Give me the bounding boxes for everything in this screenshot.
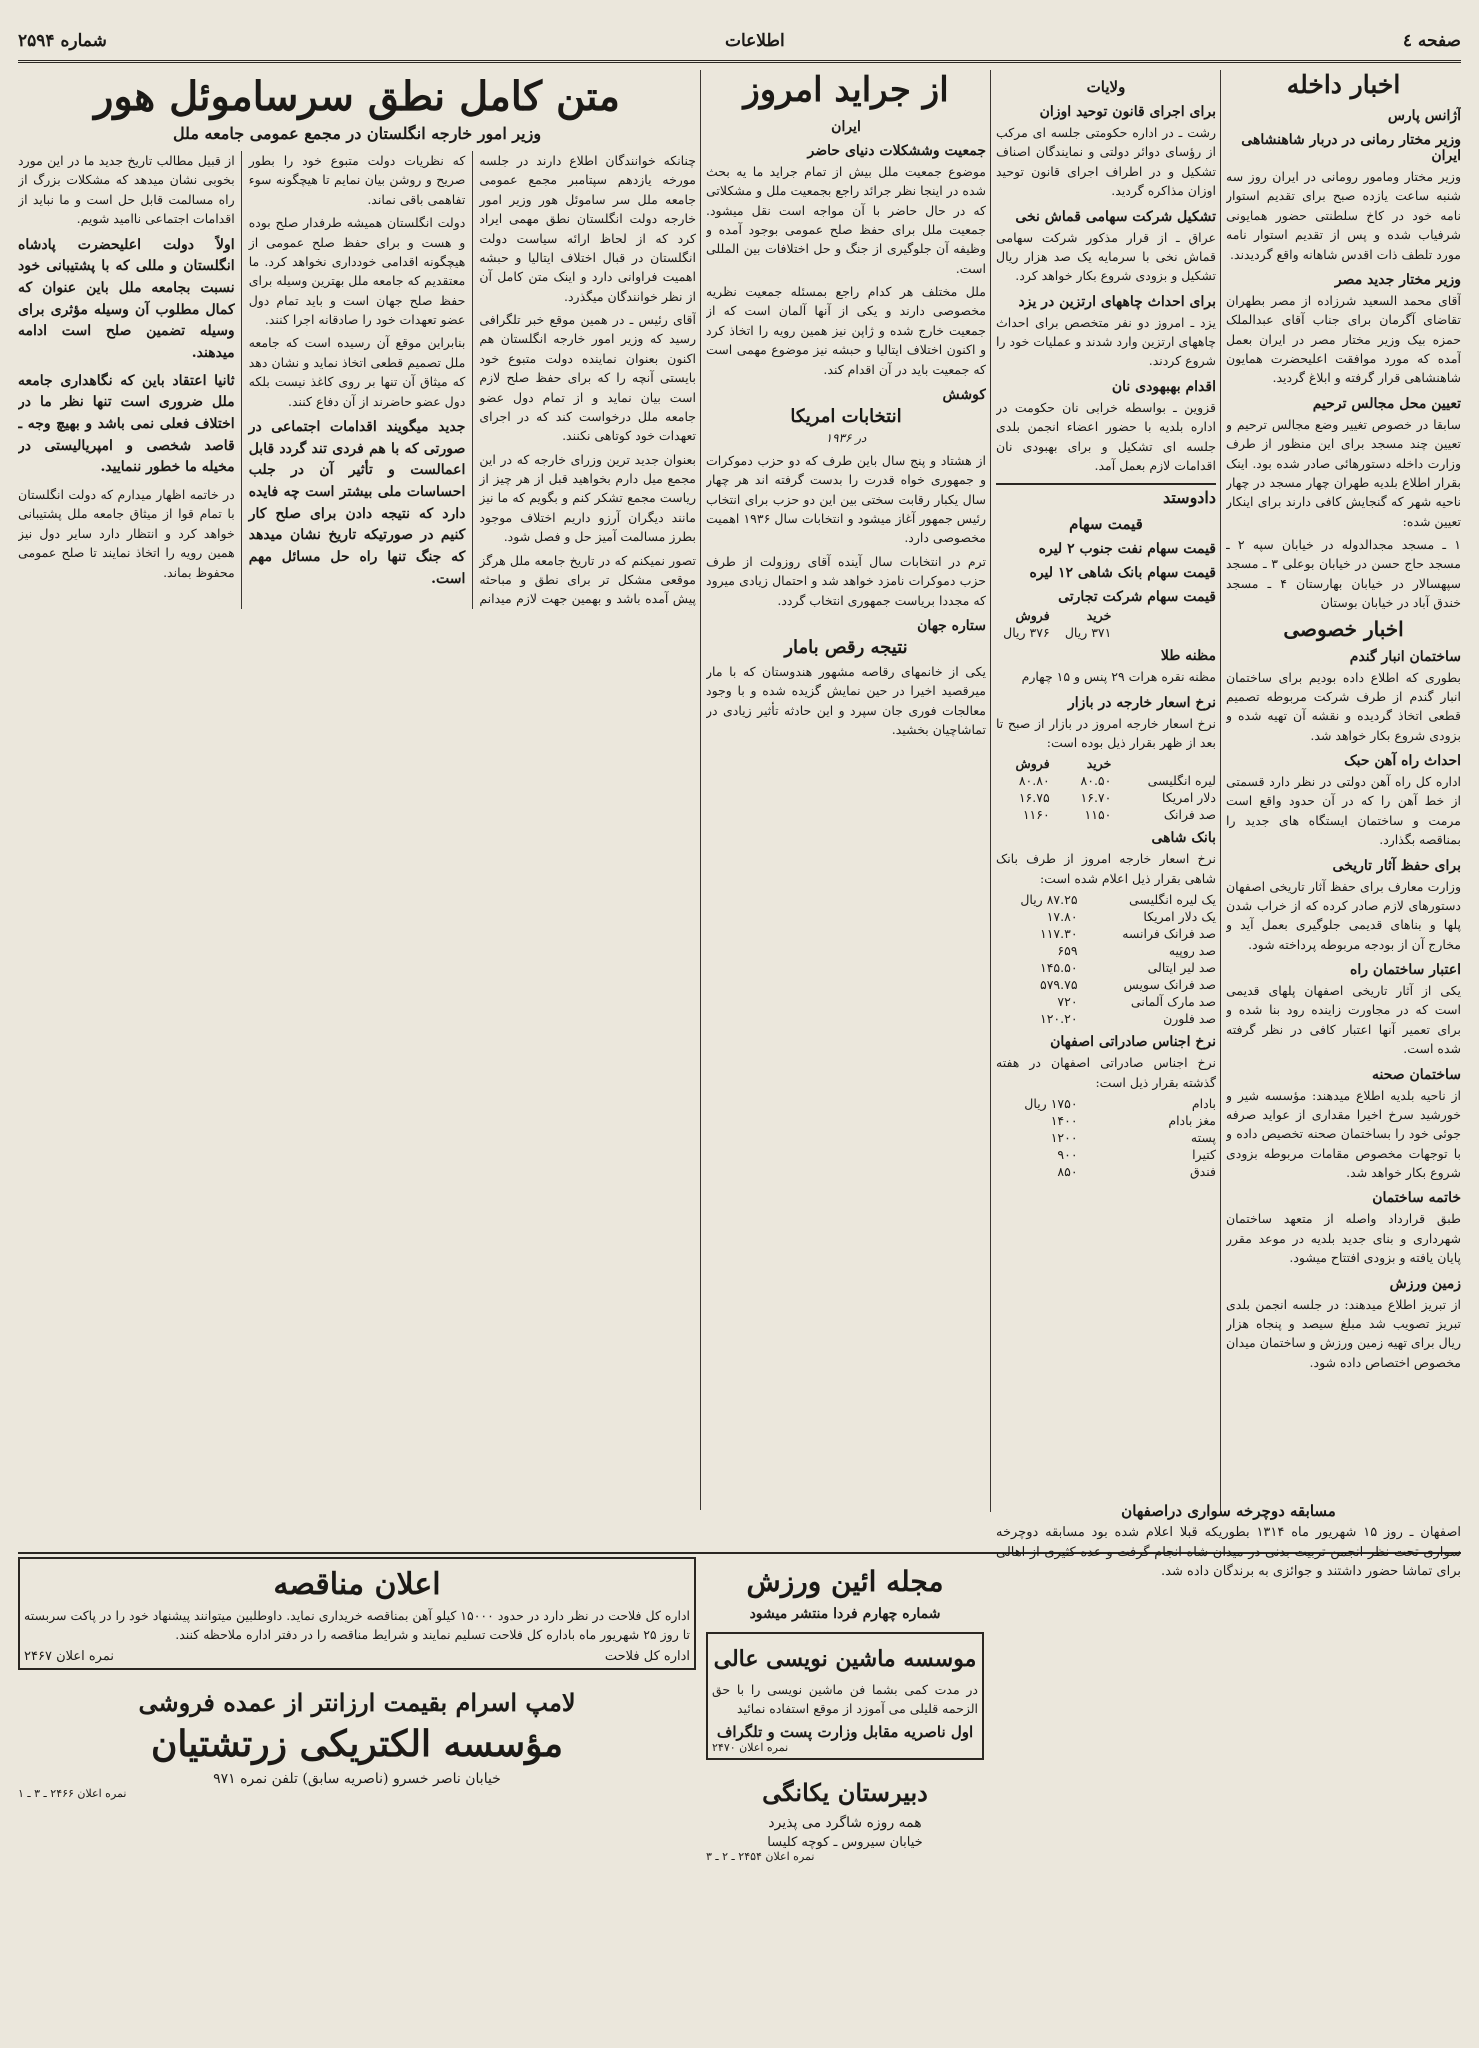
currency-name: دلار امریکا [1162,790,1216,806]
news-headline: وزیر مختار رمانی در دربار شاهنشاهی ایران [1241,132,1461,164]
school-ad-address: خیابان سیروس ـ کوچه کلیسا [767,1834,923,1850]
school-ad-text: همه روزه شاگرد می پذیرد [768,1814,922,1831]
column-ads [706,1557,984,2026]
buy-header: خرید [1086,756,1112,772]
news-headline: برای اجرای قانون توحید اوزان [1039,104,1216,120]
product-name: فندق [1189,1163,1216,1179]
article-body: ترم در انتخابات سال آینده آقای روزولت از طرف حزب دموکرات نامزد خواهد شد و احتمال زیادی میرود که مجددا بریاست جمهوری انتخاب گردد. [706,553,986,608]
section-label: آژانس پارس [1387,108,1461,124]
speech-headline: متن کامل نطق سرساموئل هور [94,73,620,120]
article-subtitle: در ۱۹۳۶ [825,430,867,445]
article-paragraph: بنابراین موقع آن رسیده است که جامعه ملل تصمیم قطعی اتخاذ نماید و نشان دهد که میثاق آن تنها بر روی کاغذ نیست بلکه دول عضو حاضرند از آن دفاع کنند. [248,335,466,409]
bank-heading: بانک شاهی [1151,830,1216,847]
product-price: ۱۷۵۰ ریال [1024,1095,1078,1111]
news-headline: اعتبار ساختمان راه [1350,962,1461,978]
product-price: ۸۵۰ [1057,1163,1078,1179]
tender-and-lamp-ads [18,1557,696,2026]
race-body: اصفهان ـ روز ۱۵ شهریور ماه ۱۳۱۴ بطوریکه قبلا اعلام شده بود مسابقه دوچرخه سواری تحت نظر انجمن تربیت بدنی در میدان شاه انجام گرفت و عده کثیری از اهالی برای تماشا حضور داشتند و جوائزی به برندگان داده شد. [996,1525,1461,1579]
sell-price: ۱۱۶۰ [1022,807,1050,823]
currency-name: صد لیر ایتالی [1147,960,1216,976]
currency-name: صد فلورن [1163,1011,1216,1027]
buy-price: ۳۷۱ ریال [1064,625,1112,641]
table-cell [1119,608,1216,623]
stock-prices-table [996,608,1216,640]
tender-notice [18,1557,696,1670]
school-ad-title: دبیرستان یکانگی [762,1777,928,1807]
magazine-ad-title: مجله ائین ورزش [746,1565,944,1598]
news-headline: تعیین محل مجالس ترحیم [1312,395,1461,412]
currency-name: یک لیره انگلیسی [1129,892,1216,908]
article-body: یکی از خانمهای رقاصه مشهور هندوستان که با مار میرقصید اخیرا در حین نمایش گزیده شده و با وجود معالجات فوری جان سپرد و این حادثه تأثیر زیادی در تماشاچیان بخشید. [706,663,986,738]
section-masthead: اخبار خصوصی [1283,616,1404,641]
stock-line: قیمت سهام نفت جنوب ۲ لیره [1038,541,1216,558]
currency-name: صد فرانک [1163,807,1216,823]
article-paragraph: بعنوان جدید ترین وزرای خارجه که در این مجمع میل دارم بخواهید قبل از هر چیز از ریاست مجمع تشکر کنم و بگویم که ما نیز مانند دیگران آرزو داریم اختلاف موجود بطرز مسالمت آمیز حل و فصل شود. [479,451,696,545]
product-price: ۹۰۰ [1057,1146,1078,1162]
bold-paragraph: ثانیا اعتقاد باین که نگاهداری جامعه ملل ضروری است تنها نظر ما در اختلاف فعلی نمی باشد و بهیچ وجه ـ قاصد شخصی و امپریالیستی در مخیله ما خطور ننمایید. [18,372,235,476]
magazine-ad-text: شماره چهارم فردا منتشر میشود [749,1606,941,1622]
typing-ad-address: اول ناصریه مقابل وزارت پست و تلگراف [716,1722,974,1741]
rate-value: ۶۵۹ [1057,943,1078,959]
sell-price: ۳۷۶ ریال [1003,625,1050,641]
fx-table [996,756,1216,822]
stocks-heading: قیمت سهام [1069,515,1143,534]
column-rule [1220,70,1221,1512]
news-body: یزد ـ امروز دو نفر متخصص برای احداث چاههای ارتزین وارد شدند و عملیات خود را شروع کردند. [996,314,1216,369]
lamp-ad-title: لامپ اسرام بقیمت ارزانتر از عمده فروشی [138,1687,576,1717]
speech-subtitle: وزیر امور خارجه انگلستان در مجمع عمومی جامعه ملل [172,124,542,143]
sell-price: ۱۶.۷۵ [1018,790,1050,806]
race-story [996,1494,1461,2026]
news-headline: زمین ورزش [1389,1275,1461,1292]
product-name: پسته [1190,1129,1216,1145]
product-name: بادام [1191,1095,1216,1111]
article-body: موضوع جمعیت ملل بیش از تمام جراید ما یه بحث شده در اینجا نظر جرائد راجع بجمعیت ملل و مشکلاتی که در حال حاضر با آن مواجه است نقل میشود. جمعیت ملل برای حفظ صلح عمومی بوجود آمده و وظیفه آن جلوگیری از جنگ و حل اختلافات بین المللی است. [706,163,986,276]
table-cell [1119,756,1216,771]
section-masthead: اخبار داخله [1286,70,1401,99]
currency-name: یک دلار امریکا [1143,909,1216,925]
speech-body [18,151,696,609]
domestic-news-column [1226,70,1461,1512]
rate-value: ۵۷۹.۷۵ [1040,977,1078,993]
stock-line: قیمت سهام شرکت تجارتی [1058,589,1216,606]
sell-price: ۸۰.۸۰ [1018,773,1050,789]
sell-header: فروش [1015,608,1050,624]
fx-intro: نرخ اسعار خارجه امروز در بازار از صبح تا بعد از ظهر بقرار ذیل بوده است: [996,715,1216,750]
region-label: ستاره جهان [917,617,986,634]
buy-price: ۱۱۵۰ [1084,807,1112,823]
section-label: ولایات [1086,78,1126,96]
press-review-column [706,70,986,1512]
region-label: کوشش [942,386,986,403]
currency-name: صد روپیه [1168,943,1216,959]
column-rule [990,70,991,1512]
ad-ref: نمره اعلان ۲۴۵۴ ـ ۲ ـ ۳ [706,1849,815,1863]
page-number: صفحه ٤ [1402,31,1461,51]
article-paragraph: چنانکه خوانندگان اطلاع دارند در جلسه مورخه یازدهم سپتامبر مجمع عمومی جامعه ملل سر ساموئل هور وزیر امور خارجه دولت انگلستان نطق مهمی ایراد کرد که از لحاظ ارائه سیاست دولت انگلستان در قبال اختلاف ایتالیا و حبشه اهمیت فراوانی دارد و اینک متن کامل آن از نظر خوانندگان میگذرد. [479,153,696,304]
issue-number: شماره ۲۵۹۴ [18,31,107,51]
fx-heading: نرخ اسعار خارجه در بازار [1068,694,1216,711]
article-paragraph: آقای رئیس ـ در همین موقع خبر تلگرافی رسید که وزیر امور خارجه انگلستان هم اکنون بعنوان نماینده دولت متبوع خود بایستی آنچه را که برای حفظ صلح لازم است بیان نماید و از تمام دول عضو جامعه ملل درخواست کند که در اجرای تعهدات خود کوتاهی نکنند. [479,312,696,444]
news-body: از ناحیه بلدیه اطلاع میدهند: مؤسسه شیر و خورشید سرخ اخیرا مقداری از عواید صرفه جوئی خود را بساختمان صحنه تخصیص داده و با توجهات مخصوص مقامات مربوطه بزودی شروع بکار خواهد شد. [1226,1087,1461,1180]
isfahan-intro: نرخ اجناس صادراتی اصفهان در هفته گذشته بقرار ذیل است: [996,1055,1216,1090]
notice-title: اعلان مناقصه [273,1567,441,1602]
race-headline: مسابقه دوچرخه سواری دراصفهان [1121,1502,1336,1520]
section-masthead: از جراید امروز [743,70,949,110]
news-list: ۱ ـ مسجد مجدالدوله در خیابان سپه ۲ ـ مسجد حاج حسن در خیابان بوعلی ۳ ـ مسجد سپهسالار در خیابان بهارستان ۴ ـ مسجد خندق آباد در خیابان بوستان [1226,537,1461,611]
column-rule [700,70,701,1510]
news-body: قزوین ـ بواسطه خرابی نان حکومت در اداره بلدیه با حضور اعضاء انجمن بلدی جلسه ای تشکیل و برای بهبودی نان اقدامات لازم بعمل آمد. [996,399,1216,473]
bank-rates-table [996,892,1216,1026]
news-body: از تبریز اطلاع میدهند: در جلسه انجمن بلدی تبریز تصویب شد مبلغ سیصد و پنجاه هزار ریال برای تهیه زمین ورزش و ساختمان میدان مخصوص اختصاص داده شود. [1226,1296,1461,1370]
sell-header: فروش [1015,756,1050,772]
isfahan-prices-table [996,1096,1216,1179]
bank-intro: نرخ اسعار خارجه امروز از طرف بانک شاهی بقرار ذیل اعلام شده است: [996,851,1216,886]
currency-name: لیره انگلیسی [1147,773,1216,789]
paper-name: اطلاعات [724,31,785,51]
bold-paragraph: جدید میگویند اقدامات اجتماعی در صورتی که با هم فردی تند گردد قابل اعمالست و تأثیر آن در جلب احساسات ملی بیشتر است چه فایده دارد که نتیجه دادن برای صلح کار کنیم در صورتیکه تاریخ نشان میدهد که جنگ تنها راه حل مسائل مهم است. [248,418,466,587]
news-body: یکی از آثار تاریخی اصفهان پلهای قدیمی است که در مجاورت زاینده رود بنا شده و برای تعمیر آنها اعتبار کافی در نظر گرفته شده است. [1226,983,1461,1057]
typing-ad-title: موسسه ماشین نویسی عالی [713,1646,977,1672]
news-body: اداره کل راه آهن دولتی در نظر دارد قسمتی از خط آهن را که در آن حدود واقع است مرمت و ساختمان ایستگاه های جدید را بمناقصه بگذارد. [1226,774,1461,848]
stock-line: قیمت سهام بانک شاهی ۱۲ لیره [1029,565,1216,582]
gold-heading: مظنه طلا [1160,648,1216,665]
rate-value: ۱۱۷.۳۰ [1040,926,1078,942]
news-body: وزیر مختار ومامور رومانی در ایران روز سه شنبه ساعت یازده صبح برای تقدیم استوار نامه خود در کاخ سلطنتی حضور همایونی شرفیاب شده و پس از تقدیم استوار نامه مورد تلطف ذات اقدس شاهانه واقع گردیدند. [1226,169,1461,262]
product-name: مغز بادام [1168,1112,1216,1128]
product-price: ۱۲۰۰ [1050,1129,1078,1145]
isfahan-heading: نرخ اجناس صادراتی اصفهان [1050,1034,1216,1051]
notice-body: اداره کل فلاحت در نظر دارد در حدود ۱۵۰۰۰ کیلو آهن بمناقصه خریداری نماید. داوطلبین میتوانند پیشنهاد خود را در پاکت سربسته تا روز ۲۵ شهریور ماه باداره کل فلاحت تسلیم نمایند و شرایط مناقصه را در دفتر اداره ملاحظه کنند. [24,1608,690,1643]
region-label: ایران [831,118,861,135]
news-body: رشت ـ در اداره حکومتی جلسه ای مرکب از رؤسای دوائر دولتی و نمایندگان اصناف تشکیل و در اطراف اجرای قانون توحید اوزان مذاکره گردید. [996,125,1216,199]
news-headline: خاتمه ساختمان [1372,1190,1461,1207]
news-headline: ساختمان صحنه [1371,1066,1461,1083]
news-body: بطوری که اطلاع داده بودیم برای ساختمان انبار گندم از طرف شرکت مربوطه تصمیم قطعی اتخاذ گردیده و نقشه آن تهیه شده و بزودی شروع بکار خواهد شد. [1226,669,1461,743]
article-body: ملل مختلف هر کدام راجع بمسئله جمعیت نظریه مخصوصی دارند و یکی از آنها آلمان است که از جمعیت خارج شده و ژاپن نیز همین رویه را اتخاذ کرد و اکنون اختلاف ایتالیا و حبشه نیز موضوع مهمی است که جمعیت باید در آن اقدام کند. [706,284,986,377]
article-paragraph: از قبیل مطالب تاریخ جدید ما در این مورد بخوبی نشان میدهد که مشکلات بزرگ از راه مسالمت قابل حل است و ما نباید از اقدامات اجتماعی ناامید شویم. [18,153,235,227]
notice-signature: اداره کل فلاحت [604,1648,690,1664]
bold-paragraph: اولاً دولت اعلیحضرت پادشاه انگلستان و مللی که با پشتیبانی خود نسبت بجامعه ملل باین عنوان که کمال مطلوب آن وسیله مؤثری برای وسیله تضمین صلح است ادامه میدهند. [18,236,235,361]
page-header [18,22,1461,63]
buy-header: خرید [1086,608,1112,624]
notice-footer [24,1649,690,1664]
company-address: خیابان ناصر خسرو (ناصریه سابق) تلفن نمره ۹۷۱ [213,1770,501,1787]
article-body: از هشتاد و پنج سال باین طرف که دو حزب دموکرات و جمهوری خواه قدرت را بدست گرفته اند هر چهار سال یکبار رقابت سختی بین این دو حزب برای انتخاب رئیس جمهور آغاز میشود و انتخابات سال ۱۹۳۶ اهمیت مخصوصی دارد. [706,452,986,546]
company-name: مؤسسه الکتریکی زرتشتیان [150,1722,564,1765]
currency-name: صد فرانک فرانسه [1122,926,1216,942]
news-body: وزارت معارف برای حفظ آثار تاریخی اصفهان دستورهای لازم صادر کرده که از خراب شدن پلها و بناهای قدیمی جلوگیری بعمل آید و مخارج آن از بودجه مربوطه پرداخته شود. [1226,878,1461,952]
currency-name: صد مارک آلمانی [1130,994,1216,1010]
article-paragraph: دولت انگلستان همیشه طرفدار صلح بوده و هست و برای حفظ صلح عمومی از هیچگونه اقدامی خودداری نخواهد کرد. ما معتقدیم که جامعه ملل بهترین وسیله برای حفظ صلح جهان است و باید تمام دول عضو تعهدات خود را صادقانه اجرا کنند. [248,215,466,327]
news-headline: اقدام بهبهودی نان [1111,378,1216,395]
currency-name: صد فرانک سویس [1123,977,1216,993]
speech-article [18,70,696,1510]
rate-value: ۸۷.۲۵ ریال [1020,892,1078,908]
news-body: آقای محمد السعید شرزاده از مصر بطهران تقاضای آگرمان برای جناب آقای عبدالملک حمزه بیک وزیر مختار مصر در ایران بعمل آمده که مورد موافقت اعلیحضرت همایون شاهنشاهی قرار گرفته و ابلاغ گردید. [1226,292,1461,386]
ad-ref: نمره اعلان ۲۴۶۶ ـ ۳ ـ ۱ [18,1786,127,1800]
news-body: طبق قرارداد واصله از متعهد ساختمان شهرداری و بنای جدید بلدیه در موعد مقرر پایان یافته و بزودی افتتاح میشود. [1226,1211,1461,1266]
provinces-trade-column [996,70,1216,1512]
buy-price: ۸۰.۵۰ [1080,773,1112,789]
news-headline: برای احداث چاههای ارتزین در یزد [1018,293,1216,310]
rate-value: ۱۲۰.۲۰ [1040,1011,1078,1027]
typing-ad-text: در مدت کمی بشما فن ماشین نویسی را با حق الزحمه قلیلی می آموزد از موقع استفاده نمائید [712,1682,978,1717]
article-paragraph: تصور نمیکنم که در تاریخ جامعه ملل هرگز موقعی مشکل تر برای نطق و مباحثه پیش آمده باشد و بهمین جهت لازم میدانم که نظریات دولت متبوع خود را بطور صریح و روشن بیان نمایم تا هیچگونه سوء تفاهمی باقی نماند. [248,153,696,607]
product-name: کتیرا [1192,1146,1216,1162]
news-headline: برای حفظ آثار تاریخی [1332,857,1461,874]
rate-value: ۱۴۵.۵۰ [1040,960,1078,976]
article-headline: انتخابات امریکا [790,405,902,427]
product-price: ۱۴۰۰ [1050,1112,1078,1128]
notice-ref: نمره اعلان ۲۴۶۷ [24,1648,114,1664]
news-headline: تشکیل شرکت سهامی قماش نخی [1015,208,1216,225]
news-body: سابقا در خصوص تغییر وضع مجالس ترحیم و تعیین چند مسجد برای این منظور از طرف وزارت داخله دستورهائی صادر شده بود. اینک بقرار اطلاع بلدیه طهران چهار مسجد در چهار ناحیه شهر که گنجایش کافی دارند برای اینکار تعیین شده: [1226,416,1461,529]
article-headline: جمعیت وششکلات دنیای حاضر [807,142,986,159]
article-headline: نتیجه رقص بامار [784,636,908,658]
news-headline: ساختمان انبار گندم [1349,648,1461,665]
ad-ref: نمره اعلان ۲۴۷۰ [712,1740,789,1754]
news-body: عراق ـ از قرار مذکور شرکت سهامی قماش نخی با سرمایه یک صد هزار ریال تشکیل و بزودی شروع بکار خواهد کرد. [996,229,1216,284]
news-headline: وزیر مختار جدید مصر [1334,271,1461,288]
table-cell [1119,625,1216,640]
typing-ad [706,1632,984,1760]
news-headline: احداث راه آهن حبک [1344,753,1461,769]
newspaper-page [18,22,1461,2026]
buy-price: ۱۶.۷۰ [1080,790,1112,806]
rate-value: ۷۲۰ [1057,994,1078,1010]
article-paragraph: در خاتمه اظهار میدارم که دولت انگلستان با تمام قوا از میثاق جامعه ملل پشتیبانی خواهد کرد و انتظار دارد سایر دول نیز همین رویه را اتخاذ نمایند تا صلح عمومی محفوظ بماند. [18,487,235,580]
gold-price: مظنه نقره هرات ۲۹ پنس و ۱۵ چهارم [1021,669,1216,685]
rate-value: ۱۷.۸۰ [1046,909,1078,925]
section-label: دادوستد [996,483,1216,507]
